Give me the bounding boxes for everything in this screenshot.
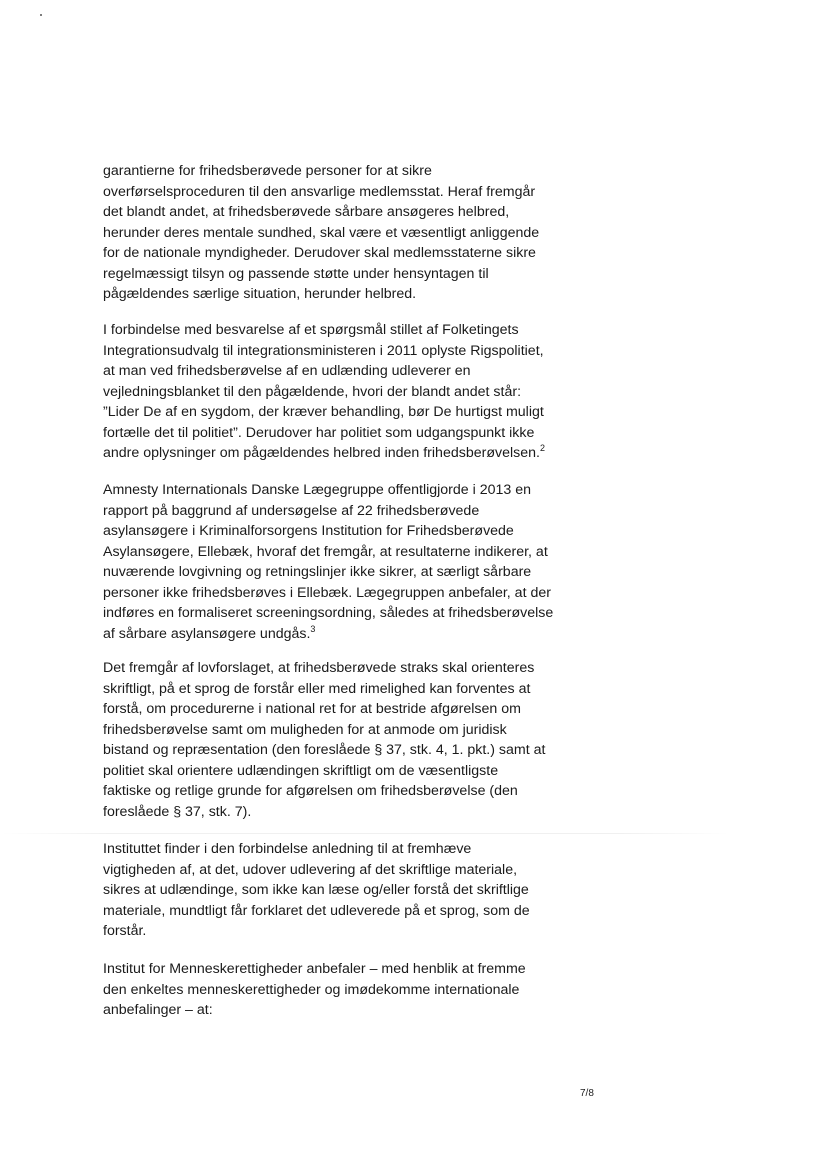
- text-line: fortælle det til politiet”. Derudover har politiet som udgangspunkt ikke: [103, 424, 535, 441]
- footnote-marker: 2: [539, 443, 545, 453]
- text-line: politiet skal orientere udlændingen skriftligt om de væsentligste: [103, 762, 499, 779]
- text-line: forstår.: [103, 923, 147, 939]
- text-line: Institut for Menneskerettigheder anbefaler – med henblik at fremme: [103, 961, 526, 977]
- text-line: for de nationale myndigheder. Derudover skal medlemsstaterne sikre: [103, 245, 536, 261]
- text-line: Det fremgår af lovforslaget, at frihedsberøvede straks skal orienteres: [103, 660, 535, 676]
- text-line: bistand og repræsentation (den foreslåede § 37, stk. 4, 1. pkt.) samt at: [103, 742, 546, 758]
- paragraph-3: [103, 480, 573, 644]
- scan-speck: [40, 14, 42, 16]
- paragraph-4: [103, 658, 573, 822]
- text-line: garantierne for frihedsberøvede personer for at sikre: [103, 163, 432, 179]
- text-line: pågældendes særlige situation, herunder helbred.: [103, 286, 417, 302]
- paragraph-5: [103, 839, 573, 942]
- text-line-with-footnote: [103, 624, 573, 645]
- text-line: sikres at udlændinge, som ikke kan læse og/eller forstå det skriftlige: [103, 882, 529, 898]
- text-line: at man ved frihedsberøvelse af en udlænding udleverer en: [103, 363, 471, 379]
- text-line: forstå, om procedurerne i national ret for at bestride afgørelsen om: [103, 701, 521, 717]
- text-line: Instituttet finder i den forbindelse anledning til at fremhæve: [103, 841, 472, 857]
- page-number: 7/8: [580, 1088, 594, 1099]
- paragraph-2: [103, 320, 573, 464]
- text-line: materiale, mundtligt får forklaret det udleverede på et sprog, som de: [103, 902, 530, 919]
- text-line: I forbindelse med besvarelse af et spørgsmål stillet af Folketingets: [103, 322, 519, 338]
- text-line: det blandt andet, at frihedsberøvede sårbare ansøgeres helbred,: [103, 204, 510, 220]
- text-line: anbefalinger – at:: [103, 1002, 213, 1018]
- text-line: foreslåede § 37, stk. 7).: [103, 803, 252, 820]
- text-line: rapport på baggrund af undersøgelse af 22 frihedsberøvede: [103, 502, 480, 519]
- text-line: nuværende lovgivning og retningslinjer ikke sikrer, at særligt sårbare: [103, 564, 532, 580]
- text-line: af sårbare asylansøgere undgås.: [103, 625, 311, 642]
- text-line: andre oplysninger om pågældendes helbred inden frihedsberøvelsen.: [103, 445, 540, 461]
- text-line: Integrationsudvalg til integrationsministeren i 2011 oplyste Rigspolitiet,: [103, 342, 544, 359]
- paragraph-1: [103, 161, 573, 305]
- text-line: indføres en formaliseret screeningsordning, således at frihedsberøvelse: [103, 605, 554, 621]
- text-line: overførselsproceduren til den ansvarlige medlemsstat. Heraf fremgår: [103, 183, 536, 200]
- text-line: faktiske og retlige grunde for afgørelsen om frihedsberøvelse (den: [103, 783, 518, 799]
- text-line: skriftligt, på et sprog de forstår eller med rimelighed kan forventes at: [103, 680, 531, 697]
- text-line: vigtigheden af, at det, udover udlevering af det skriftlige materiale,: [103, 861, 518, 878]
- scan-artifact-line: [0, 833, 730, 834]
- footnote-marker: 3: [310, 623, 316, 634]
- text-line: den enkeltes menneskerettigheder og imødekomme internationale: [103, 981, 520, 998]
- text-line: regelmæssigt tilsyn og passende støtte under hensyntagen til: [103, 265, 489, 282]
- text-line: herunder deres mentale sundhed, skal være et væsentligt anliggende: [103, 224, 540, 241]
- paragraph-6: [103, 959, 573, 1021]
- text-line: ”Lider De af en sygdom, der kræver behandling, bør De hurtigst muligt: [103, 404, 544, 420]
- text-line: personer ikke frihedsberøves i Ellebæk. Lægegruppen anbefaler, at der: [103, 584, 551, 601]
- text-line: frihedsberøvelse samt om muligheden for at anmode om juridisk: [103, 721, 507, 738]
- text-line: vejledningsblanket til den pågældende, hvori der blandt andet står:: [103, 383, 522, 400]
- text-line-with-footnote: [103, 443, 573, 464]
- text-line: Amnesty Internationals Danske Lægegruppe offentligjorde i 2013 en: [103, 482, 532, 498]
- text-line: asylansøgere i Kriminalforsorgens Institution for Frihedsberøvede: [103, 523, 514, 539]
- text-line: Asylansøgere, Ellebæk, hvoraf det fremgår, at resultaterne indikerer, at: [103, 543, 548, 560]
